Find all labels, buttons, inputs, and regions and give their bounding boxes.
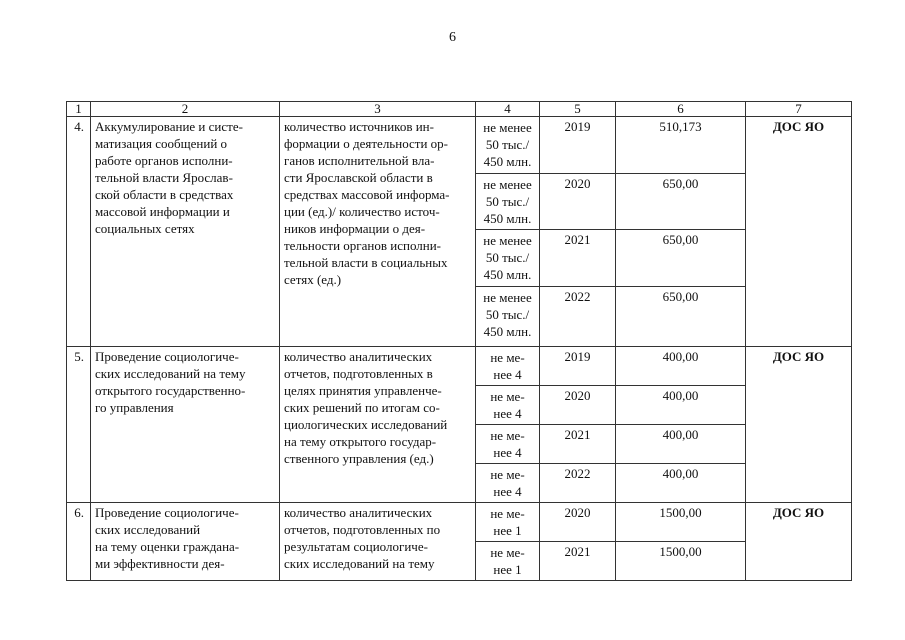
year: 2022 <box>540 287 616 347</box>
table-row <box>67 117 852 174</box>
target-value: не ме- нее 1 <box>476 542 540 581</box>
amount: 510,173 <box>616 117 746 174</box>
indicator: количество источников ин- формации о деятельности ор- ганов исполнительной вла- сти Ярославской области в средствах массовой информа- ции (ед.)/ количество источ- ников информации о дея- тельности органов исполни- тельной власти в социальных сетях (ед.) <box>280 117 476 347</box>
amount: 400,00 <box>616 425 746 464</box>
year: 2019 <box>540 117 616 174</box>
executor: ДОС ЯО <box>746 117 852 347</box>
year: 2020 <box>540 386 616 425</box>
activity-name: Аккумулирование и систе- матизация сообщений о работе органов исполни- тельной власти Ярослав- ской области в средствах массовой информации и социальных сетях <box>91 117 280 347</box>
row-number: 6. <box>67 503 91 581</box>
amount: 400,00 <box>616 347 746 386</box>
year: 2021 <box>540 542 616 581</box>
row-number: 5. <box>67 347 91 503</box>
program-table <box>66 101 852 581</box>
activity-name: Проведение социологиче- ских исследований на тему открытого государственно- го управления <box>91 347 280 503</box>
year: 2022 <box>540 464 616 503</box>
executor: ДОС ЯО <box>746 503 852 581</box>
header-cell: 3 <box>280 102 476 117</box>
amount: 1500,00 <box>616 503 746 542</box>
header-cell: 7 <box>746 102 852 117</box>
target-value: не менее 50 тыс./ 450 млн. <box>476 230 540 287</box>
amount: 1500,00 <box>616 542 746 581</box>
target-value: не менее 50 тыс./ 450 млн. <box>476 117 540 174</box>
header-cell: 6 <box>616 102 746 117</box>
indicator: количество аналитических отчетов, подготовленных по результатам социологиче- ских исследований на тему <box>280 503 476 581</box>
activity-name: Проведение социологиче- ских исследований на тему оценки граждана- ми эффективности дея- <box>91 503 280 581</box>
amount: 650,00 <box>616 287 746 347</box>
target-value: не ме- нее 1 <box>476 503 540 542</box>
amount: 400,00 <box>616 464 746 503</box>
indicator: количество аналитических отчетов, подготовленных в целях принятия управленче- ских решений по итогам со- циологических исследований на тему открытого государ- ственного управления (ед.) <box>280 347 476 503</box>
amount: 650,00 <box>616 230 746 287</box>
header-cell: 4 <box>476 102 540 117</box>
year: 2020 <box>540 174 616 230</box>
target-value: не менее 50 тыс./ 450 млн. <box>476 287 540 347</box>
target-value: не ме- нее 4 <box>476 347 540 386</box>
year: 2020 <box>540 503 616 542</box>
table-row <box>67 503 852 542</box>
target-value: не ме- нее 4 <box>476 386 540 425</box>
header-cell: 2 <box>91 102 280 117</box>
row-number: 4. <box>67 117 91 347</box>
target-value: не ме- нее 4 <box>476 425 540 464</box>
header-cell: 1 <box>67 102 91 117</box>
year: 2021 <box>540 425 616 464</box>
target-value: не менее 50 тыс./ 450 млн. <box>476 174 540 230</box>
table-header-row <box>67 102 852 117</box>
header-cell: 5 <box>540 102 616 117</box>
amount: 650,00 <box>616 174 746 230</box>
target-value: не ме- нее 4 <box>476 464 540 503</box>
table-row <box>67 347 852 386</box>
year: 2021 <box>540 230 616 287</box>
amount: 400,00 <box>616 386 746 425</box>
year: 2019 <box>540 347 616 386</box>
page-number: 6 <box>449 30 456 45</box>
executor: ДОС ЯО <box>746 347 852 503</box>
